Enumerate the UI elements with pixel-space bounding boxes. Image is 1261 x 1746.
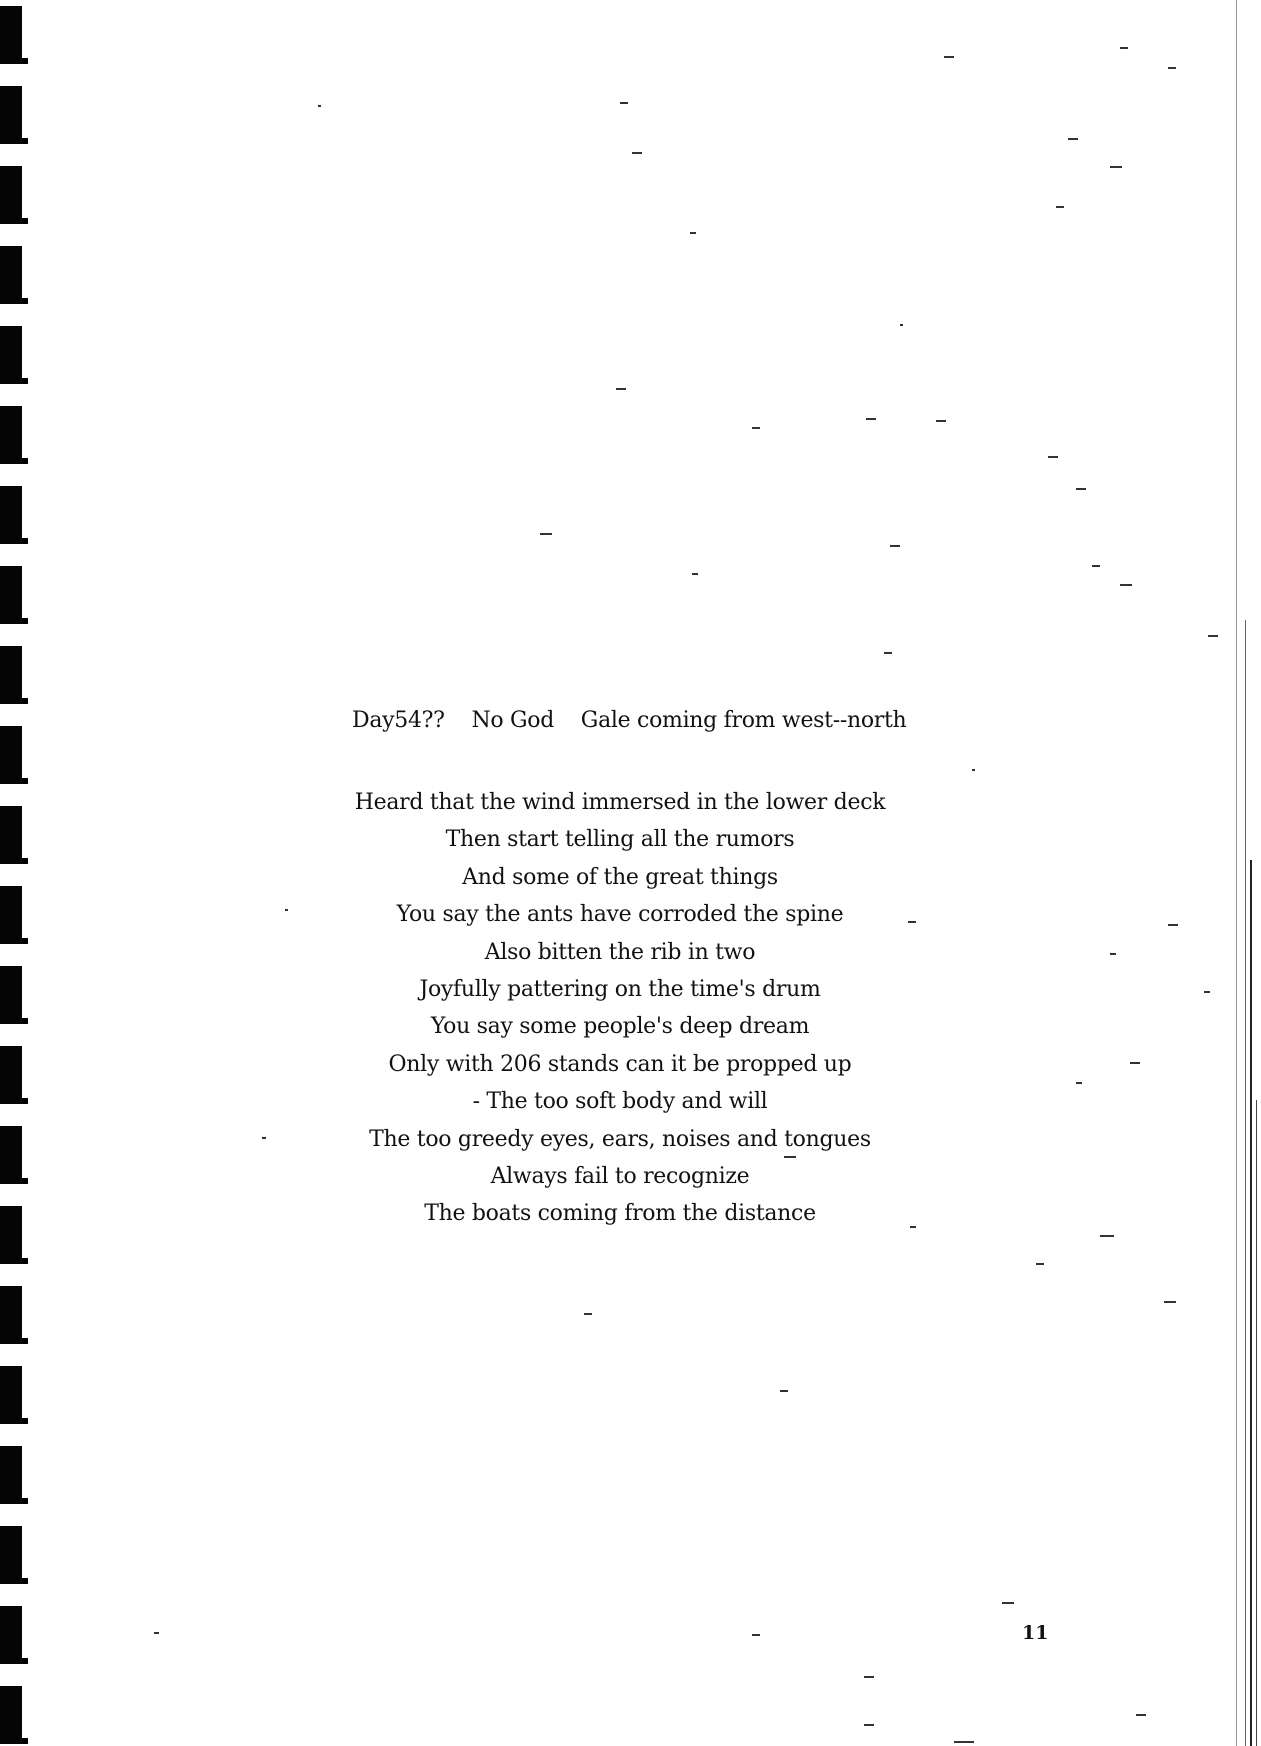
speck (285, 909, 288, 911)
poem-title: Day54?? No God Gale coming from west--north (352, 708, 907, 733)
speck (1120, 584, 1132, 586)
speck (890, 545, 900, 547)
binding-tab (0, 566, 22, 624)
page-number: 11 (1022, 1622, 1049, 1644)
speck (1076, 488, 1086, 490)
binding-tab (0, 1526, 22, 1584)
speck (780, 1390, 788, 1392)
speck (1136, 1714, 1146, 1716)
speck (632, 152, 642, 154)
binding-tab (0, 1686, 22, 1744)
speck (1068, 138, 1078, 140)
binding-tab (0, 1286, 22, 1344)
speck (884, 652, 892, 654)
speck (1076, 1082, 1082, 1084)
poem-line: And some of the great things (462, 864, 778, 890)
speck (752, 427, 760, 429)
poem-line: You say some people's deep dream (430, 1014, 810, 1040)
poem-line: Only with 206 stands can it be propped up (388, 1051, 852, 1077)
binding-tab (0, 886, 22, 944)
speck (1168, 924, 1178, 926)
speck (1092, 565, 1100, 567)
speck (972, 769, 975, 771)
binding-tab (0, 86, 22, 144)
binding-tab (0, 1046, 22, 1104)
page-edge-lines (1232, 0, 1261, 1746)
speck (954, 1741, 974, 1743)
speck (1208, 635, 1218, 637)
speck (1168, 67, 1176, 69)
speck (1048, 456, 1058, 458)
speck (318, 105, 321, 107)
binding-tab (0, 1206, 22, 1264)
binding-tab (0, 646, 22, 704)
edge-line (1256, 1100, 1257, 1746)
binding-tab (0, 166, 22, 224)
speck (620, 102, 628, 104)
speck (1204, 991, 1210, 993)
speck (752, 1634, 760, 1636)
speck (944, 56, 954, 58)
edge-line (1236, 0, 1237, 1746)
binding-tab (0, 6, 22, 64)
poem-line: - The too soft body and will (472, 1089, 768, 1115)
poem-line: Also bitten the rib in two (484, 939, 756, 965)
poem-line: Then start telling all the rumors (445, 827, 795, 853)
spiral-binding (0, 0, 30, 1746)
speck (1120, 47, 1128, 49)
binding-tab (0, 1606, 22, 1664)
speck (584, 1313, 592, 1315)
binding-tab (0, 806, 22, 864)
binding-tab (0, 966, 22, 1024)
edge-line (1250, 860, 1252, 1746)
poem-line: The boats coming from the distance (424, 1201, 816, 1227)
speck (1110, 953, 1116, 955)
poem-line: Always fail to recognize (490, 1163, 750, 1189)
poem-line: Joyfully pattering on the time's drum (419, 976, 821, 1002)
speck (864, 1724, 874, 1726)
binding-tab (0, 246, 22, 304)
speck (616, 388, 626, 390)
speck (866, 418, 876, 420)
edge-line (1245, 620, 1246, 1746)
speck (900, 324, 903, 326)
speck (1164, 1301, 1176, 1303)
speck (154, 1632, 159, 1634)
poem-line: The too greedy eyes, ears, noises and tongues (369, 1126, 871, 1152)
speck (864, 1676, 874, 1678)
speck (540, 533, 552, 535)
speck (262, 1137, 266, 1139)
speck (1002, 1602, 1014, 1604)
binding-tab (0, 1126, 22, 1184)
speck (1110, 166, 1122, 168)
binding-tab (0, 1366, 22, 1424)
speck (692, 573, 698, 575)
binding-tab (0, 1446, 22, 1504)
binding-tab (0, 726, 22, 784)
speck (1100, 1235, 1114, 1237)
speck (936, 420, 946, 422)
speck (690, 232, 696, 234)
binding-tab (0, 486, 22, 544)
binding-tab (0, 326, 22, 384)
speck (1036, 1263, 1044, 1265)
poem-line: Heard that the wind immersed in the lower deck (354, 790, 886, 815)
poem-line: You say the ants have corroded the spine (396, 902, 844, 928)
speck (1130, 1062, 1140, 1064)
binding-tab (0, 406, 22, 464)
poem-body (320, 784, 920, 1233)
speck (1056, 206, 1064, 208)
